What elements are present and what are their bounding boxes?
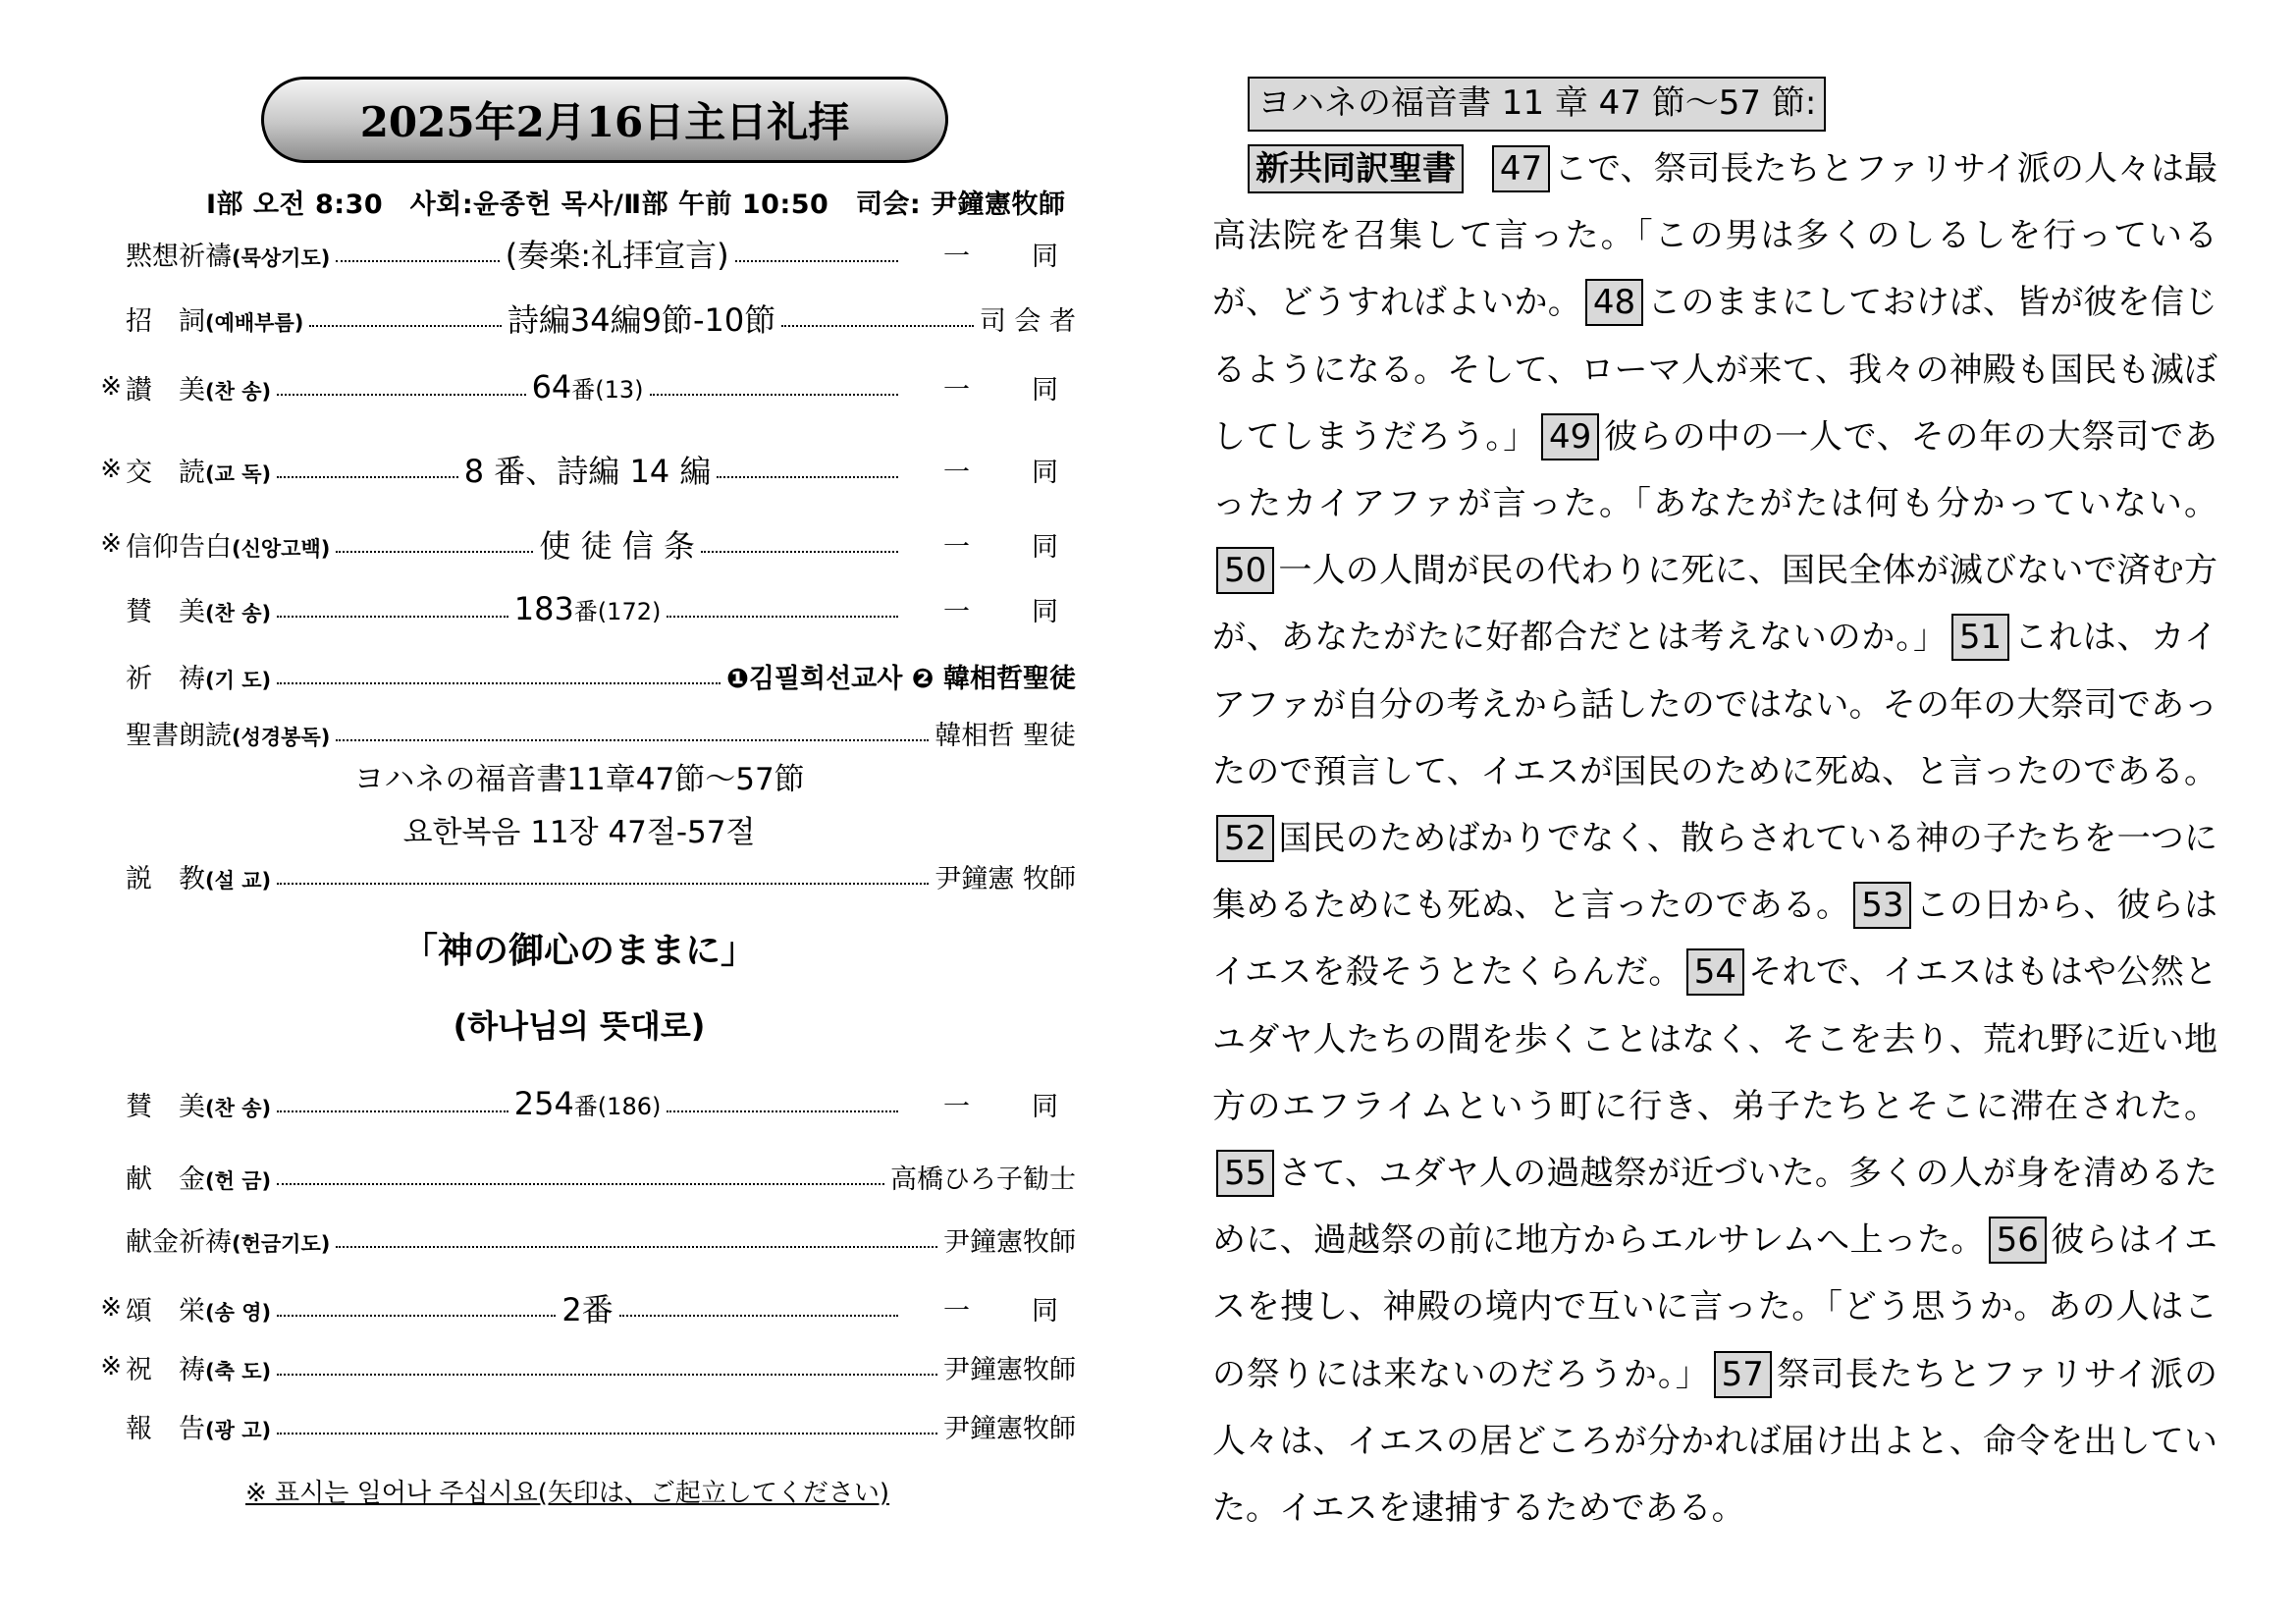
order-row	[98, 654, 1076, 697]
leader-dots	[781, 325, 974, 327]
verse-number: 52	[1216, 815, 1274, 862]
leader-dots	[277, 394, 525, 396]
order-leader: 韓相哲 聖徒	[934, 720, 1076, 751]
order-leader: 一 同	[943, 1091, 1076, 1122]
order-label: 献 金(헌 금)	[126, 1164, 272, 1195]
order-label: 賛 美(찬 송)	[126, 596, 272, 627]
standing-mark: ※	[100, 455, 122, 484]
order-content: 2番	[561, 1291, 614, 1328]
leader-dots	[667, 1110, 898, 1112]
order-leader: 一 同	[943, 374, 1077, 406]
verse-text: それで、イエスはもはや公然とユダヤ人たちの間を歩くことはなく、そこを去り、荒れ野に近い地方のエフライムという町に行き、弟子たちとそこに滞在された。	[1212, 952, 2217, 1126]
order-leader: 尹鐘憲牧師	[943, 1413, 1076, 1444]
sermon-title-ko: (하나님의 뜻대로)	[453, 1007, 706, 1045]
order-content: 183番(172)	[513, 590, 662, 627]
order-leader: 尹鐘憲牧師	[943, 1354, 1076, 1385]
verse-text: 彼らの中の一人で、その年の大祭司であったカイアファが言った。「あなたがたは何も分かっていない。	[1212, 416, 2218, 524]
verse-text: 一人の人間が民の代わりに死に、国民全体が滅びないで済む方が、あなたがたに好都合だとは考えないのか。」	[1212, 551, 2217, 658]
leader-dots	[277, 682, 721, 684]
order-label: 讃 美(찬 송)	[126, 374, 272, 406]
verse-text: こで、祭司長たちとファリサイ派の人々は最高法院を召集して言った。「この男は多くのしるしを行っているが、どうすればよいか。	[1212, 149, 2217, 323]
verse-number: 50	[1216, 547, 1274, 594]
order-label: 賛 美(찬 송)	[126, 1091, 272, 1122]
leader-dots	[277, 1433, 937, 1435]
verse-text: さて、ユダヤ人の過越祭が近づいた。多くの人が身を清めるために、過越祭の前に地方からエルサレムへ上った。	[1212, 1154, 2217, 1261]
standing-mark: ※	[100, 1293, 122, 1323]
order-leader: 一 同	[943, 531, 1076, 563]
scripture-right-page	[1212, 0, 2233, 1624]
order-leader: 司 会 者	[979, 305, 1076, 337]
standing-mark: ※	[100, 1352, 122, 1381]
order-label: 説 教(설 교)	[126, 863, 272, 894]
leader-dots	[701, 551, 898, 553]
order-leader: 尹鐘憲 牧師	[934, 863, 1076, 894]
leader-dots	[277, 1110, 508, 1112]
order-row	[98, 1404, 1076, 1447]
leader-dots	[277, 476, 458, 478]
verse-text: 国民のためばかりでなく、散らされている神の子たちを一つに集めるためにも死ぬ、と言ったのである。	[1212, 819, 2217, 926]
leader-dots	[650, 394, 898, 396]
reading-ko: 요한복음 11장 47절-57절	[402, 815, 756, 850]
order-leader: 高橋ひろ子勧士	[890, 1164, 1076, 1195]
verse-number: 47	[1492, 145, 1550, 192]
order-row	[98, 232, 1076, 275]
leader-dots	[336, 1246, 937, 1248]
verse-text: これは、カイアファが自分の考えから話したのではない。その年の大祭司であったので預言して、イエスが国民のために死ぬ、と言ったのである。	[1212, 618, 2217, 791]
leader-dots	[735, 260, 898, 262]
verse-text: 彼らはイエスを捜し、神殿の境内で互いに言った。「どう思うか。あの人はこの祭りには来ないのだろうか。」	[1212, 1220, 2217, 1394]
leader-dots	[277, 883, 929, 885]
order-label: 献金祈祷(헌금기도)	[126, 1226, 331, 1258]
order-leader: 尹鐘憲牧師	[943, 1226, 1076, 1258]
service-times-host: Ⅰ部 오전 8:30 사회:윤종헌 목사/Ⅱ部 午前 10:50 司会: 尹鐘憲牧師	[206, 189, 1066, 220]
order-content: (奏楽:礼拝宣言)	[505, 237, 729, 274]
verse-number: 57	[1714, 1351, 1772, 1398]
order-content: 8 番、詩編 14 編	[463, 453, 712, 490]
order-label: 信仰告白(신앙고백)	[126, 531, 331, 563]
service-title: 2025年2月16日主日礼拝	[261, 77, 948, 163]
scripture-text	[1212, 135, 2217, 1542]
leader-dots	[336, 739, 929, 741]
verse-number: 54	[1686, 948, 1744, 996]
leader-dots	[336, 551, 533, 553]
order-label: 祝 祷(축 도)	[126, 1354, 272, 1385]
order-label: 報 告(광 고)	[126, 1413, 272, 1444]
reading-ja: ヨハネの福音書11章47節～57節	[353, 762, 805, 797]
order-label: 聖書朗読(성경봉독)	[126, 720, 331, 751]
order-label: 頌 栄(송 영)	[126, 1295, 272, 1326]
leader-dots	[277, 616, 508, 618]
order-content: 使 徒 信 条	[539, 527, 695, 565]
sermon-title: 「神の御心のままに」	[401, 931, 756, 971]
leader-dots	[277, 1374, 937, 1376]
order-leader: 一 同	[943, 596, 1076, 627]
order-content: 詩編34編9節-10節	[507, 301, 776, 339]
verse-number: 56	[1989, 1217, 2047, 1264]
leader-dots	[277, 1183, 884, 1185]
passage-reference: ヨハネの福音書 11 章 47 節～57 節:	[1248, 77, 1826, 132]
bible-version: 新共同訳聖書	[1248, 144, 1464, 193]
order-row	[98, 587, 1076, 630]
order-row	[98, 522, 1076, 566]
order-label: 交 読(교 독)	[126, 457, 272, 488]
verse-text: このままにしておけば、皆が彼を信じるようになる。そして、ローマ人が来て、我々の神殿も国民も滅ぼしてしまうだろう。」	[1212, 283, 2217, 457]
order-content: 64番(13)	[531, 368, 644, 406]
order-row	[98, 297, 1076, 340]
standing-mark: ※	[100, 529, 122, 559]
leader-dots	[309, 325, 502, 327]
order-row	[98, 1345, 1076, 1388]
verse-number: 53	[1853, 882, 1911, 929]
order-content: 254番(186)	[513, 1085, 662, 1122]
order-row	[98, 711, 1076, 754]
order-row	[98, 1286, 1076, 1329]
order-row	[98, 1082, 1076, 1125]
leader-dots	[336, 260, 499, 262]
order-leader: ❶김필희선교사 ❷ 韓相哲聖徒	[725, 663, 1076, 694]
leader-dots	[667, 616, 898, 618]
leader-dots	[619, 1315, 898, 1317]
order-row	[98, 1155, 1076, 1198]
order-row	[98, 1218, 1076, 1261]
standing-note: ※ 표시는 일어나 주십시요(矢印は、ご起立してください)	[245, 1479, 890, 1508]
order-row	[98, 448, 1076, 491]
verse-number: 48	[1585, 279, 1643, 326]
standing-mark: ※	[100, 372, 122, 402]
order-label: 招 詞(예배부름)	[126, 305, 304, 337]
verse-number: 55	[1216, 1150, 1274, 1197]
order-label: 黙想祈禱(묵상기도)	[126, 241, 331, 272]
verse-text: この日から、彼らはイエスを殺そうとたくらんだ。	[1212, 886, 2218, 993]
order-leader: 一 同	[943, 1295, 1076, 1326]
order-leader: 一 同	[943, 241, 1077, 272]
leader-dots	[717, 476, 898, 478]
verse-number: 49	[1541, 413, 1599, 460]
verse-number: 51	[1951, 614, 2009, 661]
leader-dots	[277, 1315, 556, 1317]
sermon-row	[98, 854, 1076, 897]
order-label: 祈 祷(기 도)	[126, 663, 272, 694]
verse-text: 祭司長たちとファリサイ派の人々は、イエスの居どころが分かれば届け出よと、命令を出していた。イエスを逮捕するためである。	[1212, 1354, 2218, 1529]
order-row	[98, 365, 1076, 408]
order-leader: 一 同	[943, 457, 1077, 488]
